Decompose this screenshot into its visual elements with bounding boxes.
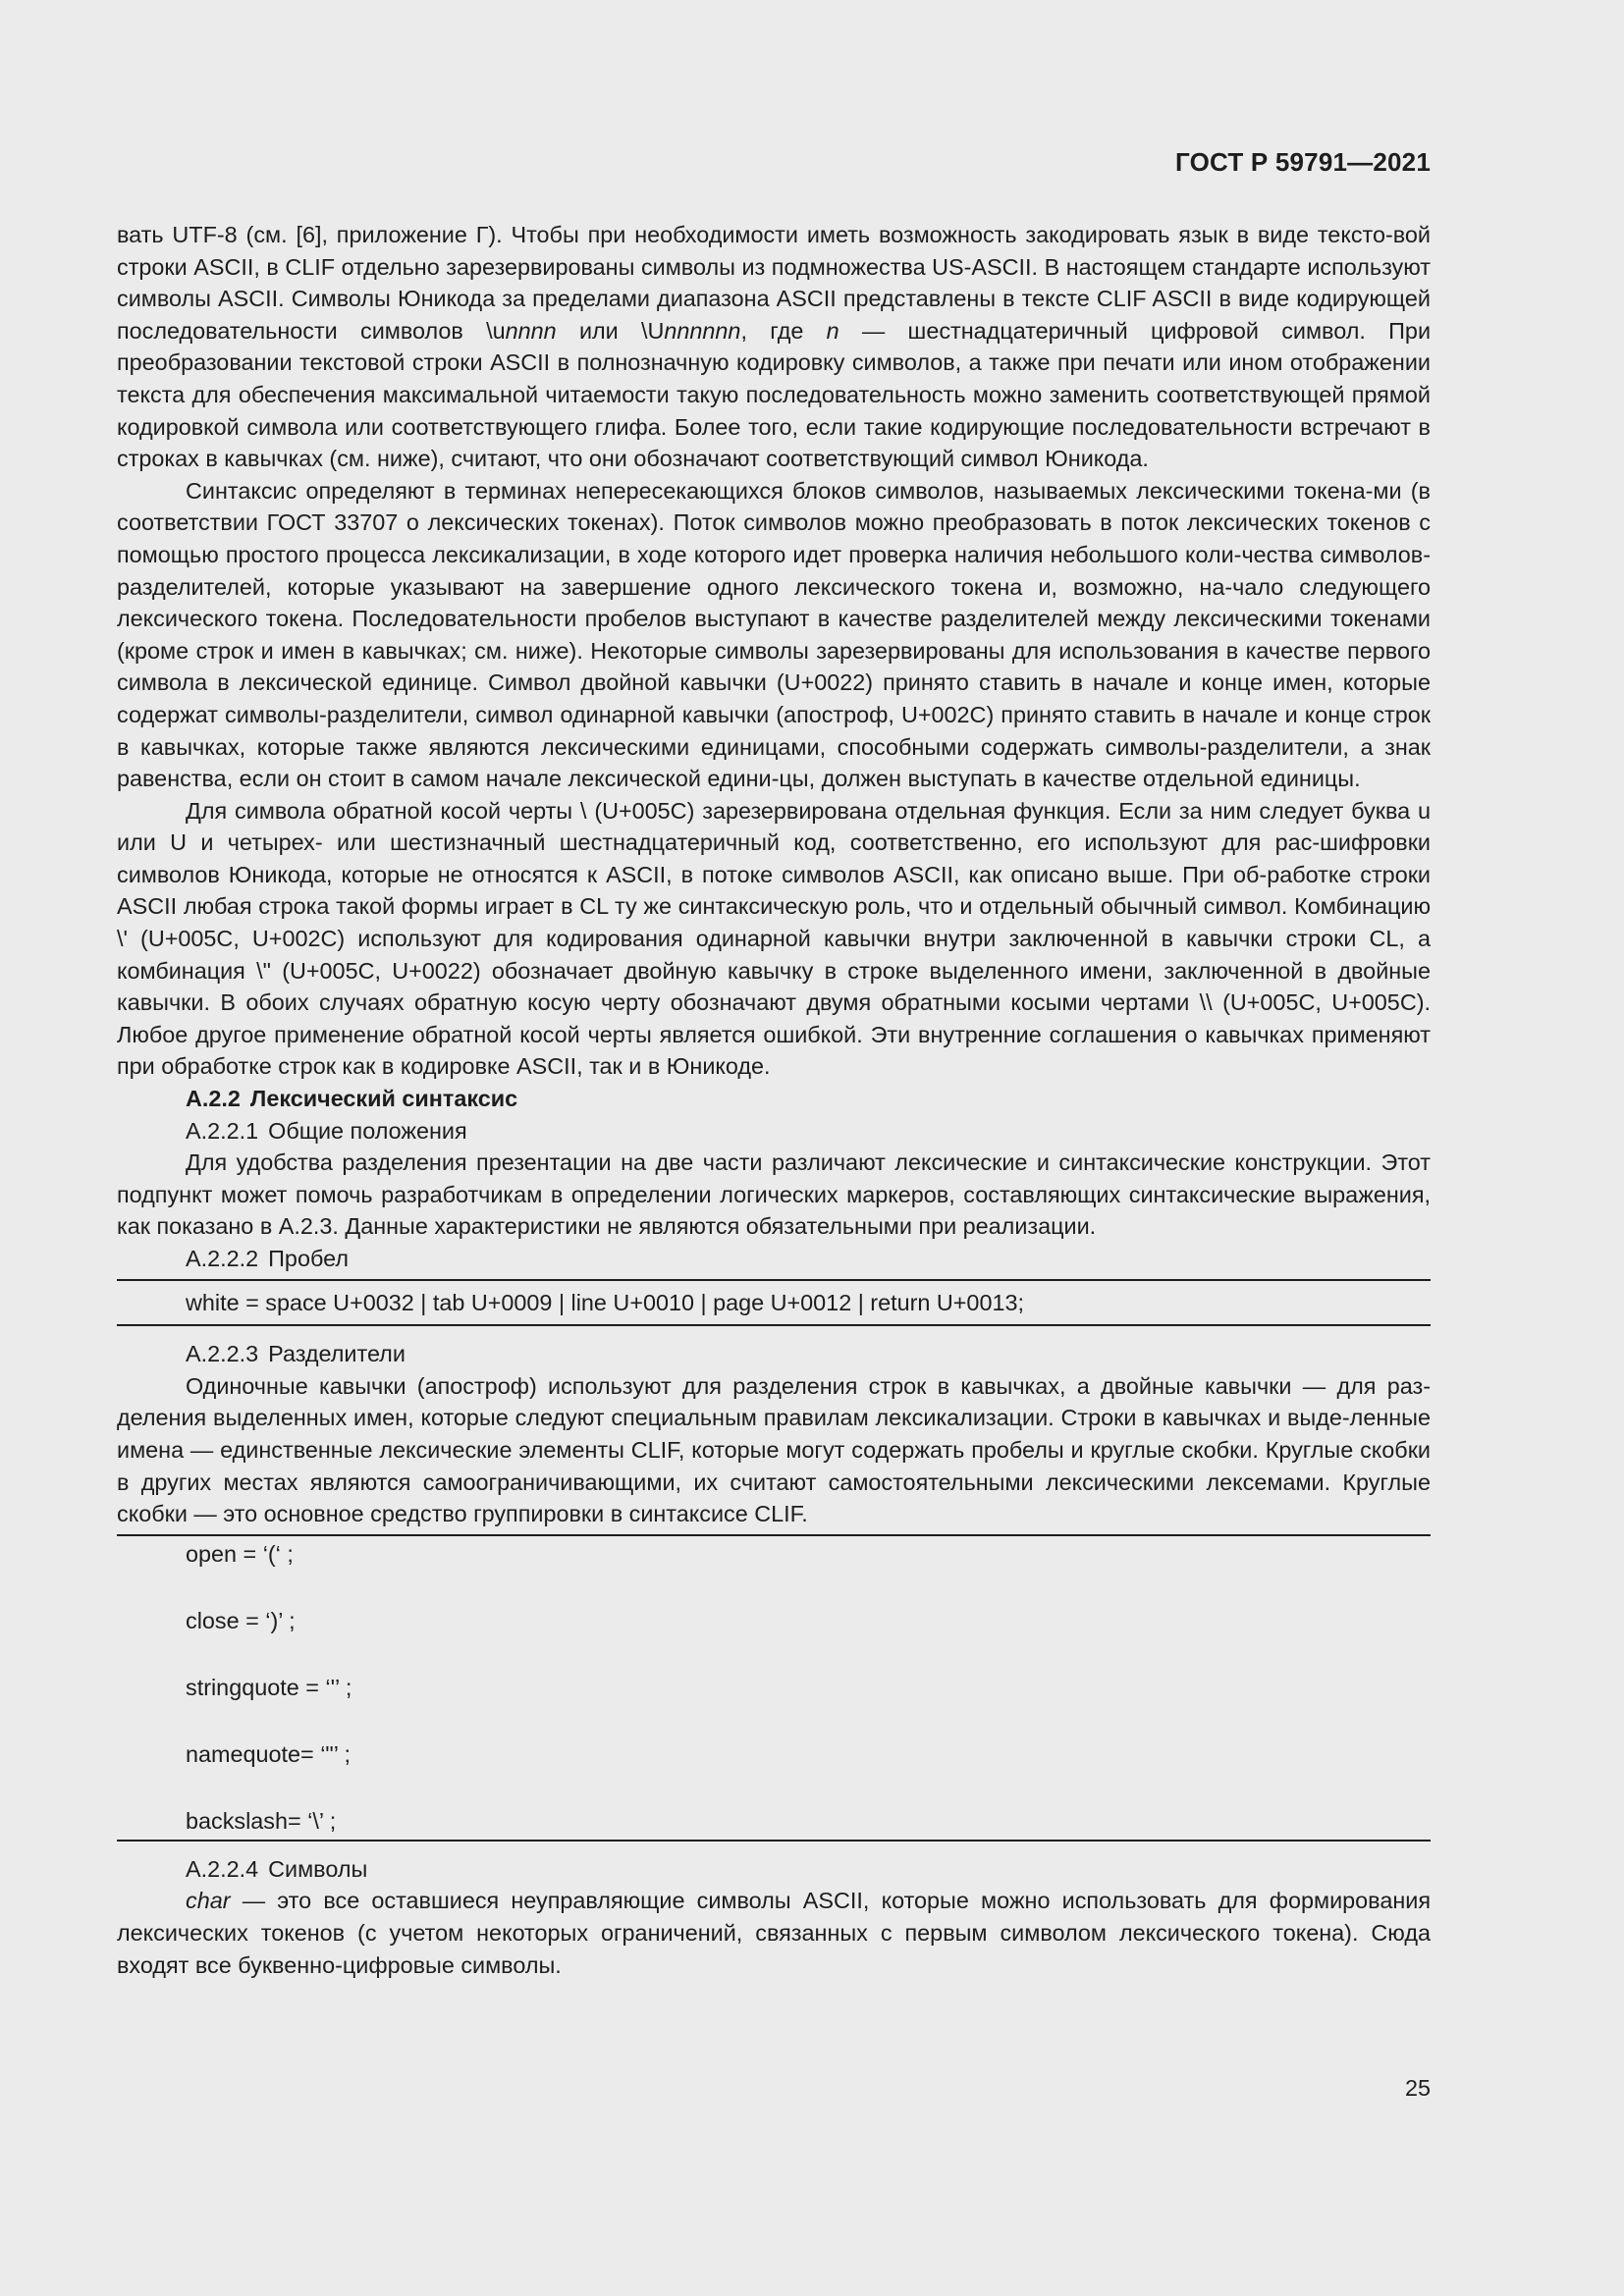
paragraph-delimiters: Одиночные кавычки (апостроф) используют для разделения строк в кавычках, а двойные кавычки — для раз-деления выделенных имен, которые следуют специальным правилам лексикализации. Строки в кавычках и выде-ленные имена — единственные лексические элементы CLIF, которые могут содержать пробелы и круглые скобки. Круглые скобки в других местах являются самоограничивающими, их считают самостоятельными лексическими лексемами. Круглые скобки — это основное средство группировки в синтаксисе CLIF. [117, 1372, 1431, 1527]
page-content [117, 219, 1431, 1981]
code-line-white: white = space U+0032 | tab U+0009 | line U+0010 | page U+0012 | return U+0013; [186, 1289, 1024, 1315]
paragraph-syntax-tokens: Синтаксис определяют в терминах непересекающихся блоков символов, называемых лексическими токена-ми (в соответствии ГОСТ 33707 о лексических токенах). Поток символов можно преобразовать в поток лексических токенов с помощью простого процесса лексикализации, в ходе которого идет проверка наличия небольшого коли-чества символов-разделителей, которые указывают на завершение одного лексического токена и, возможно, на-чало следующего лексического токена. Последовательности пробелов выступают в качестве разделителей между лексическими токенами (кроме строк и имен в кавычках; см. ниже). Некоторые символы зарезервированы для использования в качестве первого символа в лексической единице. Символ двойной кавычки (U+0022) принято ставить в начале и конце имен, которые содержат символы-разделители, символ одинарной кавычки (апостроф, U+002C) принято ставить в начале и конце строк в кавычках, которые также являются лексическими единицами, способными содержать символы-разделители, а знак равенства, если он стоит в самом начале лексической едини-цы, должен выступать в качестве отдельной единицы. [117, 477, 1431, 792]
code-line-namequote: namequote= ‘"’ ; [186, 1740, 352, 1767]
subsection-heading-whitespace: А.2.2.2 Пробел [186, 1246, 349, 1271]
paragraph-utf8-encoding: вать UTF-8 (см. [6], приложение Г). Чтобы при необходимости иметь возможность закодировать язык в виде тексто-вой строки ASCII, в CLIF отдельно зарезервированы символы из подмножества US-ASCII. В настоящем стандарте используют символы ASCII. Символы Юникода за пределами диапазона ASCII представлены в тексте CLIF ASCII в виде кодирующей последовательности символов \unnnn или \Unnnnnn, где n — шестнадцатеричный цифровой символ. При преобразовании текстовой строки ASCII в полнозначную кодировку символов, а также при печати или ином отображении текста для обеспечения максимальной читаемости такую последовательность можно заменить соответствующей прямой кодировкой символа или соответствующего глифа. Более того, если такие кодирующие последовательности встречают в строках в кавычках (см. ниже), считают, что они обозначают соответствующий символ Юникода. [117, 222, 1432, 472]
section-heading-lexical-syntax: А.2.2 Лексический синтаксис [186, 1086, 518, 1112]
term-char: char [186, 1888, 231, 1914]
code-line-stringquote: stringquote = ‘'’ ; [186, 1674, 352, 1700]
code-line-close: close = ‘)’ ; [186, 1607, 296, 1633]
subsection-heading-symbols: А.2.2.4 Символы [186, 1855, 368, 1882]
code-block-delimiters [117, 1534, 1431, 1842]
code-line-open: open = ‘(‘ ; [186, 1540, 294, 1567]
subsection-heading-delimiters: А.2.2.3 Разделители [186, 1341, 406, 1367]
page-number: 25 [1404, 2075, 1431, 2101]
code-line-backslash: backslash= ‘\’ ; [186, 1807, 337, 1834]
paragraph-backslash: Для символа обратной косой черты \ (U+005C) зарезервирована отдельная функция. Если за ним следует буква u или U и четырех- или шестизначный шестнадцатеричный код, соответственно, его используют для рас-шифровки символов Юникода, которые не относятся к ASCII, в потоке символов ASCII, как описано выше. При об-работке строки ASCII любая строка такой формы играет в CL ту же синтаксическую роль, что и отдельный обычный символ. Комбинацию \' (U+005C, U+002C) используют для кодирования одинарной кавычки внутри заключенной в кавычки строки CL, а комбинация \" (U+005C, U+0022) обозначает двойную кавычку в строке выделенного имени, заключенной в двойные кавычки. В обоих случаях обратную косую черту обозначают двумя обратными косыми чертами \\ (U+005C, U+005C). Любое другое применение обратной косой черты является ошибкой. Эти внутренние соглашения о кавычках применяют при обработке строк как в кодировке ASCII, так и в Юникоде. [117, 797, 1431, 1080]
standard-designation: ГОСТ Р 59791—2021 [1175, 147, 1431, 177]
paragraph-general: Для удобства разделения презентации на две части различают лексические и синтаксические конструкции. Этот подпункт может помочь разработчикам в определении логических маркеров, составляющих синтаксические выражения, как показано в А.2.3. Данные характеристики не являются обязательными при реализации. [117, 1149, 1431, 1240]
subsection-heading-general: А.2.2.1 Общие положения [186, 1117, 467, 1144]
paragraph-symbols: char — это все оставшиеся неуправляющие символы ASCII, которые можно использовать для формирования лексических токенов (с учетом некоторых ограничений, связанных с первым символом лексического токена). Сюда входят все буквенно-цифровые символы. [117, 1888, 1431, 1978]
code-block-whitespace [117, 1279, 1431, 1327]
